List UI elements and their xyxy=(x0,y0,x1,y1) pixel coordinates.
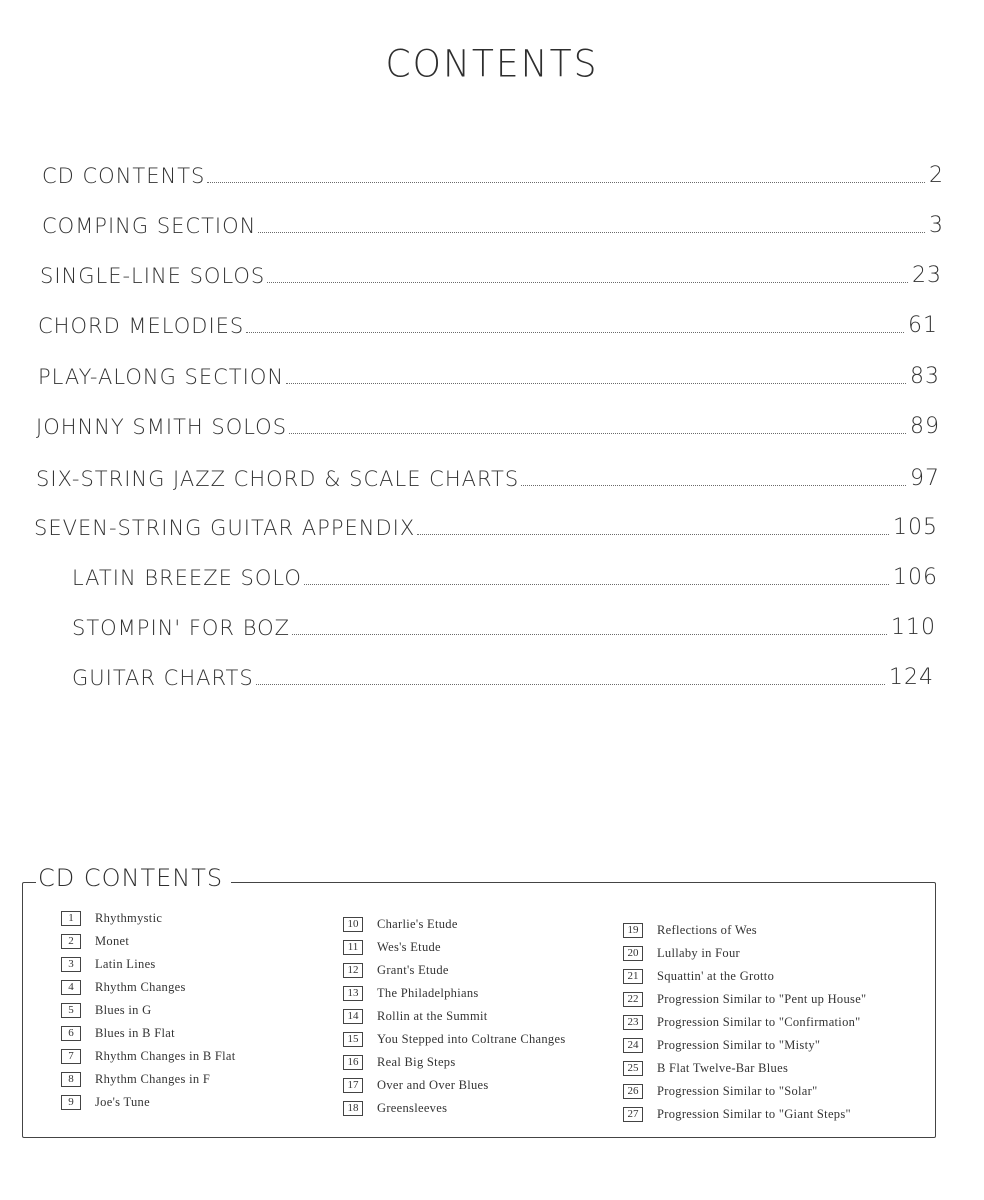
track-title: Monet xyxy=(95,934,130,948)
cd-track[interactable] xyxy=(623,1034,866,1057)
toc-entry-page: 89 xyxy=(910,414,940,439)
track-title: Rhythm Changes in F xyxy=(95,1072,211,1086)
track-title: Joe's Tune xyxy=(95,1095,150,1109)
toc-leader-dots xyxy=(286,382,906,384)
track-number: 5 xyxy=(61,1003,81,1018)
toc-leader-dots xyxy=(304,583,889,585)
track-number: 17 xyxy=(343,1078,363,1093)
track-title: Over and Over Blues xyxy=(377,1078,489,1092)
track-number: 26 xyxy=(623,1084,643,1099)
cd-track[interactable] xyxy=(623,919,866,942)
track-number: 21 xyxy=(623,969,643,984)
cd-track[interactable] xyxy=(343,982,565,1005)
track-number: 15 xyxy=(343,1032,363,1047)
track-title: Charlie's Etude xyxy=(377,917,458,931)
cd-track-column xyxy=(343,913,565,1120)
track-title: Latin Lines xyxy=(95,957,156,971)
toc-leader-dots xyxy=(521,484,906,486)
track-title: Reflections of Wes xyxy=(657,923,757,937)
track-title: Progression Similar to "Giant Steps" xyxy=(657,1107,851,1121)
page-title: CONTENTS xyxy=(385,42,599,87)
track-title: Rollin at the Summit xyxy=(377,1009,488,1023)
track-title: Progression Similar to "Pent up House" xyxy=(657,992,867,1006)
track-title: Wes's Etude xyxy=(377,940,441,954)
cd-track[interactable] xyxy=(343,936,565,959)
track-title: The Philadelphians xyxy=(377,986,479,1000)
track-number: 10 xyxy=(343,917,363,932)
track-title: Grant's Etude xyxy=(377,963,449,977)
track-title: You Stepped into Coltrane Changes xyxy=(377,1032,566,1046)
toc-entry-page: 83 xyxy=(910,364,940,389)
toc-entry-page: 97 xyxy=(910,466,940,491)
toc-entry-page: 110 xyxy=(891,615,936,640)
track-number: 16 xyxy=(343,1055,363,1070)
toc-entry-cd-contents[interactable] xyxy=(42,154,944,188)
toc-entry-comping-section[interactable] xyxy=(42,204,944,238)
cd-track[interactable] xyxy=(61,976,236,999)
toc-entry-label: SIX-STRING JAZZ CHORD & SCALE CHARTS xyxy=(36,467,520,491)
cd-track[interactable] xyxy=(61,907,236,930)
cd-track[interactable] xyxy=(61,1045,236,1068)
toc-entry-label: CHORD MELODIES xyxy=(38,314,245,338)
track-number: 2 xyxy=(61,934,81,949)
track-number: 19 xyxy=(623,923,643,938)
track-title: Progression Similar to "Solar" xyxy=(657,1084,818,1098)
track-title: Squattin' at the Grotto xyxy=(657,969,775,983)
toc-entry-chord-melodies[interactable] xyxy=(38,304,938,338)
track-title: Blues in G xyxy=(95,1003,152,1017)
cd-track[interactable] xyxy=(343,1051,565,1074)
track-number: 6 xyxy=(61,1026,81,1041)
toc-leader-dots xyxy=(417,533,889,535)
track-number: 8 xyxy=(61,1072,81,1087)
track-number: 27 xyxy=(623,1107,643,1122)
cd-track[interactable] xyxy=(623,988,866,1011)
track-number: 13 xyxy=(343,986,363,1001)
track-number: 23 xyxy=(623,1015,643,1030)
toc-leader-dots xyxy=(267,281,908,283)
track-number: 24 xyxy=(623,1038,643,1053)
toc-entry-page: 3 xyxy=(929,213,944,238)
toc-entry-guitar-charts[interactable] xyxy=(72,656,934,690)
toc-entry-label: PLAY-ALONG SECTION xyxy=(38,365,285,389)
track-number: 18 xyxy=(343,1101,363,1116)
cd-track[interactable] xyxy=(623,1057,866,1080)
toc-entry-label: GUITAR CHARTS xyxy=(72,666,254,690)
cd-track[interactable] xyxy=(61,1022,236,1045)
track-number: 20 xyxy=(623,946,643,961)
track-number: 14 xyxy=(343,1009,363,1024)
track-title: Progression Similar to "Confirmation" xyxy=(657,1015,861,1029)
cd-track[interactable] xyxy=(61,1068,236,1091)
track-number: 7 xyxy=(61,1049,81,1064)
track-number: 1 xyxy=(61,911,81,926)
cd-track[interactable] xyxy=(343,1028,565,1051)
toc-entry-single-line-solos[interactable] xyxy=(40,254,942,288)
toc-leader-dots xyxy=(256,683,885,685)
toc-entry-play-along-section[interactable] xyxy=(38,355,940,389)
toc-entry-page: 105 xyxy=(893,515,938,540)
toc-entry-label: CD CONTENTS xyxy=(42,164,206,188)
cd-track[interactable] xyxy=(61,953,236,976)
track-title: Greensleeves xyxy=(377,1101,448,1115)
track-number: 25 xyxy=(623,1061,643,1076)
toc-entry-page: 106 xyxy=(893,565,938,590)
cd-track[interactable] xyxy=(623,942,866,965)
track-title: Progression Similar to "Misty" xyxy=(657,1038,821,1052)
cd-contents-box xyxy=(22,882,936,1138)
cd-track[interactable] xyxy=(343,959,565,982)
toc-entry-label: SINGLE-LINE SOLOS xyxy=(40,264,266,288)
toc-entry-label: SEVEN-STRING GUITAR APPENDIX xyxy=(34,516,416,540)
toc-entry-label: LATIN BREEZE SOLO xyxy=(72,566,302,590)
toc-leader-dots xyxy=(289,432,906,434)
cd-track[interactable] xyxy=(623,965,866,988)
track-number: 11 xyxy=(343,940,363,955)
cd-track[interactable] xyxy=(623,1011,866,1034)
cd-track[interactable] xyxy=(61,1091,236,1114)
cd-track[interactable] xyxy=(343,913,565,936)
cd-track[interactable] xyxy=(61,930,236,953)
cd-track-column xyxy=(623,919,866,1126)
toc-entry-johnny-smith-solos[interactable] xyxy=(36,405,940,439)
track-number: 9 xyxy=(61,1095,81,1110)
toc-entry-page: 23 xyxy=(912,263,942,288)
cd-track[interactable] xyxy=(343,1005,565,1028)
track-number: 12 xyxy=(343,963,363,978)
toc-entry-page: 124 xyxy=(889,665,934,690)
cd-track[interactable] xyxy=(61,999,236,1022)
cd-track[interactable] xyxy=(343,1074,565,1097)
cd-track[interactable] xyxy=(343,1097,565,1120)
track-title: Rhythm Changes in B Flat xyxy=(95,1049,236,1063)
track-number: 4 xyxy=(61,980,81,995)
toc-entry-seven-string-appendix[interactable] xyxy=(34,506,938,540)
track-number: 3 xyxy=(61,957,81,972)
track-title: Lullaby in Four xyxy=(657,946,740,960)
cd-track[interactable] xyxy=(623,1080,866,1103)
toc-leader-dots xyxy=(292,633,887,635)
toc-entry-latin-breeze-solo[interactable] xyxy=(72,556,938,590)
toc-leader-dots xyxy=(207,181,925,183)
cd-track-column xyxy=(61,907,236,1114)
toc-leader-dots xyxy=(246,331,904,333)
toc-entry-label: STOMPIN' FOR BOZ xyxy=(72,616,290,640)
cd-contents-title: CD CONTENTS xyxy=(36,864,231,892)
track-title: Rhythmystic xyxy=(95,911,163,925)
toc-entry-stompin-for-boz[interactable] xyxy=(72,606,936,640)
track-title: Blues in B Flat xyxy=(95,1026,175,1040)
track-title: Real Big Steps xyxy=(377,1055,456,1069)
track-title: Rhythm Changes xyxy=(95,980,186,994)
track-number: 22 xyxy=(623,992,643,1007)
cd-track[interactable] xyxy=(623,1103,866,1126)
toc-entry-page: 2 xyxy=(929,163,944,188)
toc-entry-label: COMPING SECTION xyxy=(42,214,257,238)
toc-entry-label: JOHNNY SMITH SOLOS xyxy=(36,415,288,439)
toc-entry-six-string-charts[interactable] xyxy=(36,457,940,491)
toc-leader-dots xyxy=(258,231,925,233)
toc-entry-page: 61 xyxy=(908,313,938,338)
track-title: B Flat Twelve-Bar Blues xyxy=(657,1061,789,1075)
